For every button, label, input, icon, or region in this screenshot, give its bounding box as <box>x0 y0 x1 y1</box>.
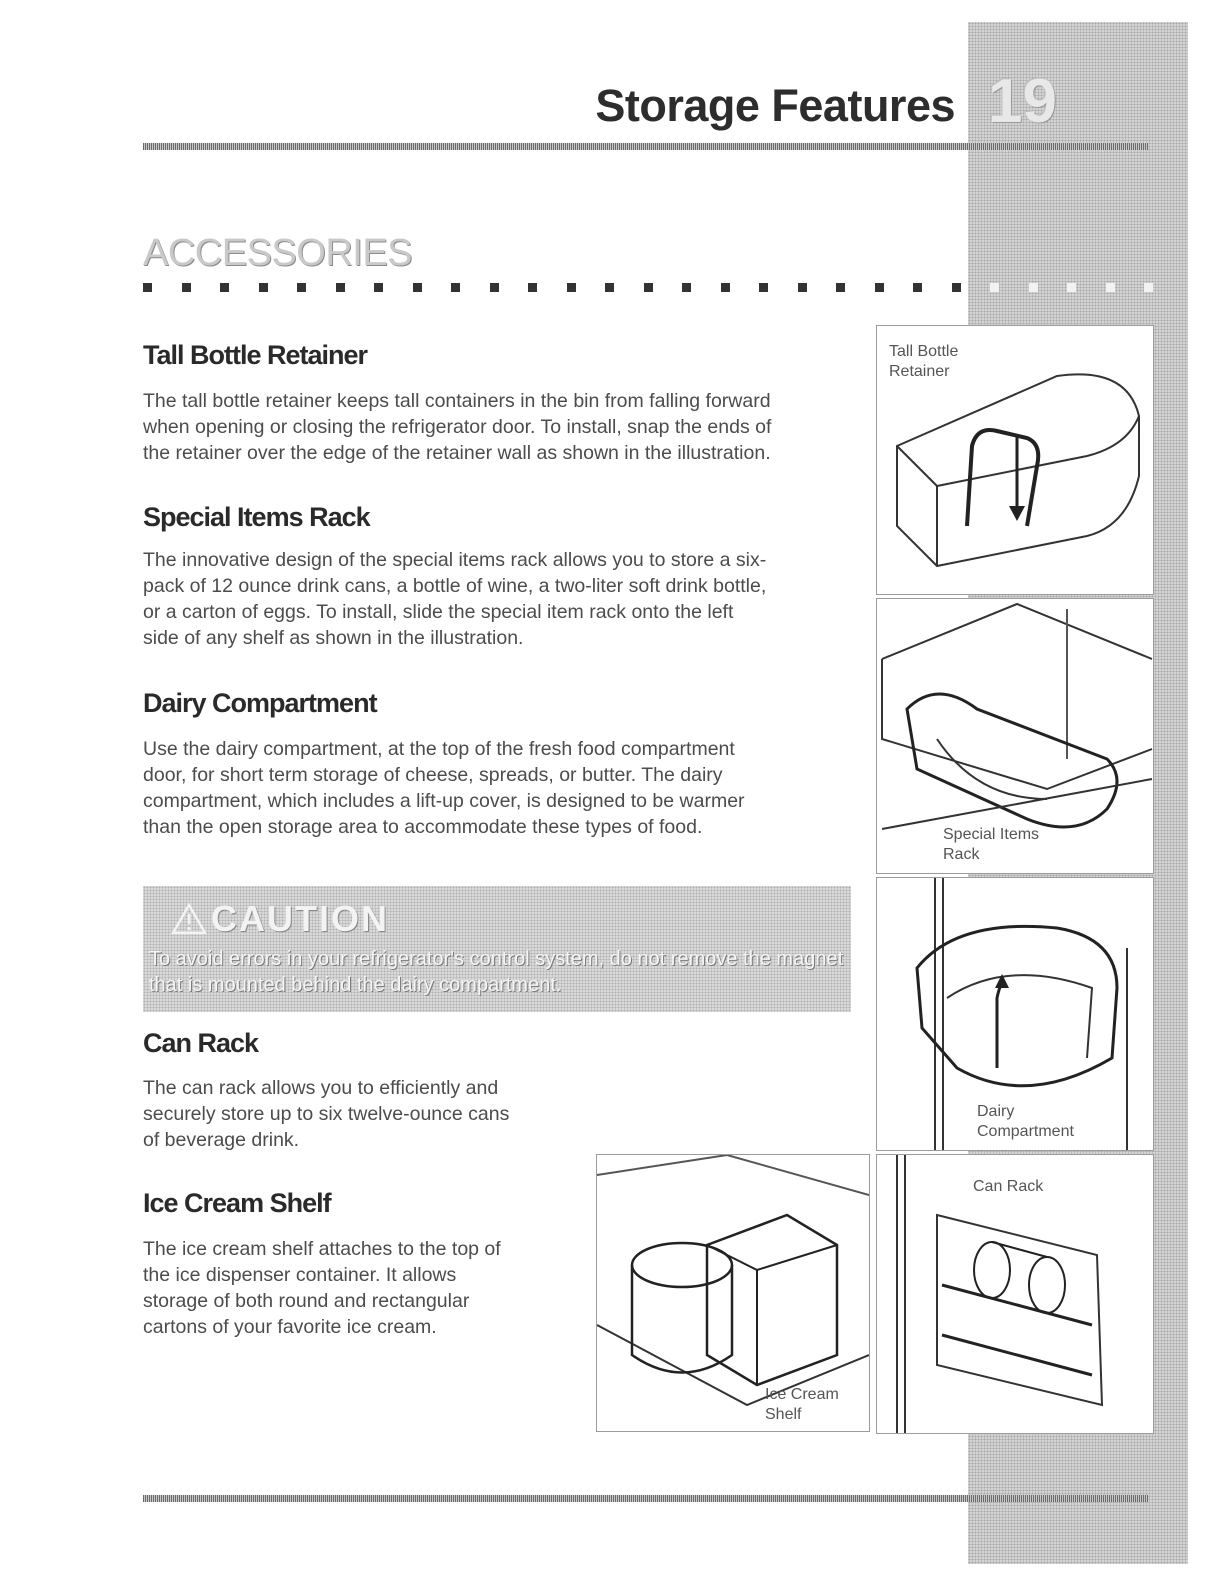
page-number: 19 <box>988 67 1057 136</box>
caution-title: CAUTION <box>171 898 389 940</box>
footer-rule <box>143 1495 1148 1502</box>
tall-bottle-retainer-heading: Tall Bottle Retainer <box>143 340 368 370</box>
special-items-rack-label: Special Items Rack <box>943 826 1040 863</box>
header-rule <box>143 143 1148 150</box>
tall-bottle-retainer-illustration <box>876 325 1154 595</box>
ice-cream-shelf-label: Ice Cream Shelf <box>765 1386 839 1423</box>
ice-cream-shelf-illustration <box>596 1154 870 1432</box>
caution-box <box>143 886 851 1012</box>
dotted-divider <box>143 283 1153 295</box>
dairy-compartment-illustration <box>876 877 1154 1151</box>
special-items-rack-text: The innovative design of the special items rack allows you to store a six- pack of 12 ounce drink cans, a bottle of wine, a two-liter soft drink bottle, or a carton of eggs. To install, slide the special item rack onto the left side of any shelf as shown in the illustration. <box>143 549 767 649</box>
special-items-rack-illustration <box>876 598 1154 874</box>
caution-text: To avoid errors in your refrigerator's control system, do not remove the magnet that is mounted behind the dairy compartment. <box>149 948 844 996</box>
special-items-rack-heading: Special Items Rack <box>143 502 370 532</box>
dairy-compartment-label: Dairy Compartment <box>977 1103 1074 1140</box>
can-rack-illustration <box>876 1154 1154 1434</box>
warning-icon <box>171 903 207 935</box>
ice-cream-shelf-heading: Ice Cream Shelf <box>143 1188 331 1218</box>
can-rack-heading: Can Rack <box>143 1028 259 1058</box>
can-rack-label: Can Rack <box>973 1178 1044 1195</box>
section-heading: ACCESSORIES <box>143 232 413 274</box>
dairy-compartment-heading: Dairy Compartment <box>143 688 377 718</box>
tall-bottle-retainer-text: The tall bottle retainer keeps tall containers in the bin from falling forward when opening or closing the refrigerator door. To install, snap the ends of the retainer over the edge of the retainer wall as shown in the illustration. <box>143 390 772 464</box>
tall-bottle-retainer-label: Tall Bottle Retainer <box>889 343 959 380</box>
can-rack-text: The can rack allows you to efficiently and securely store up to six twelve-ounce cans of beverage drink. <box>143 1077 510 1151</box>
dairy-compartment-text: Use the dairy compartment, at the top of the fresh food compartment door, for short term storage of cheese, spreads, or butter. The dairy compartment, which includes a lift-up cover, is designed to be warmer than the open storage area to accommodate these types of food. <box>143 738 745 838</box>
ice-cream-shelf-text: The ice cream shelf attaches to the top of the ice dispenser container. It allows storage of both round and rectangular cartons of your favorite ice cream. <box>143 1238 501 1338</box>
page-title: Storage Features <box>595 80 955 131</box>
